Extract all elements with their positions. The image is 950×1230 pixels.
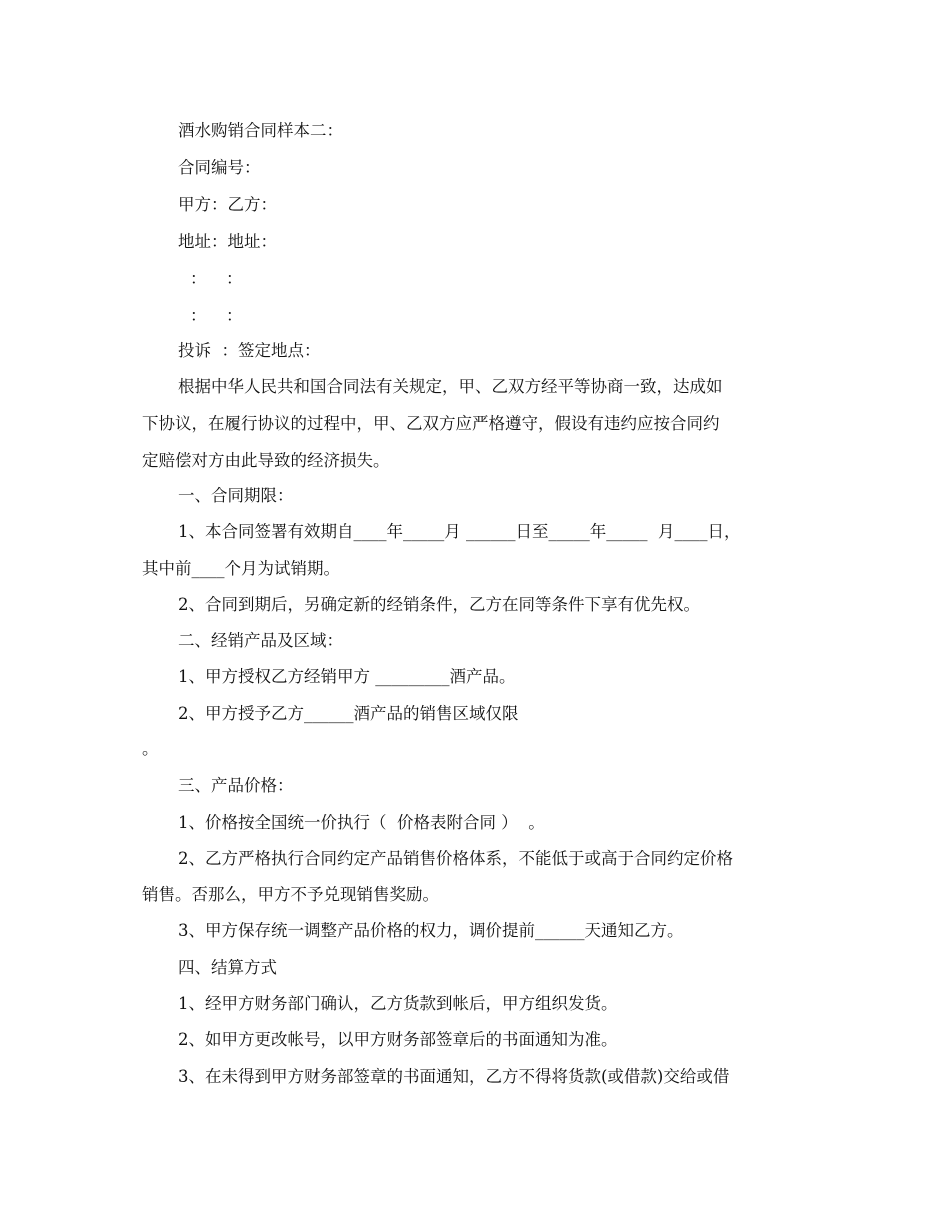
- clause-text: 1、本合同签署有效期自____年_____月 ______日至_____年_____ 月____日，: [178, 522, 741, 541]
- section-heading-settlement: 四、结算方式: [178, 958, 277, 977]
- clause-text: 2、合同到期后，另确定新的经销条件，乙方在同等条件下享有优先权。: [178, 595, 700, 614]
- clause-text: 3、在未得到甲方财务部签章的书面通知，乙方不得将货款(或借款)交给或借: [178, 1067, 730, 1086]
- blank-field-colon: ：: [226, 269, 243, 288]
- clause-end-mark: 。: [142, 739, 159, 758]
- document-title: 酒水购销合同样本二：: [178, 121, 343, 140]
- contract-number-label: 合同编号：: [178, 158, 261, 177]
- preamble-line: 下协议，在履行协议的过程中，甲、乙双方应严格遵守，假设有违约应按合同约: [142, 414, 720, 433]
- clause-text: 2、如甲方更改帐号，以甲方财务部签章后的书面通知为准。: [178, 1030, 618, 1049]
- complaint-signing-place-label: 投诉 ：签定地点：: [178, 341, 321, 360]
- clause-text: 其中前____个月为试销期。: [142, 559, 340, 578]
- section-heading-products: 二、经销产品及区域：: [178, 631, 343, 650]
- section-heading-term: 一、合同期限：: [178, 486, 294, 505]
- parties-label: 甲方：乙方：: [178, 195, 277, 214]
- preamble-line: 定赔偿对方由此导致的经济损失。: [142, 451, 390, 470]
- section-heading-price: 三、产品价格：: [178, 776, 294, 795]
- clause-text: 1、甲方授权乙方经销甲方 _________酒产品。: [178, 667, 516, 686]
- clause-text: 2、乙方严格执行合同约定产品销售价格体系，不能低于或高于合同约定价格: [178, 849, 733, 868]
- clause-text: 1、经甲方财务部门确认，乙方货款到帐后，甲方组织发货。: [178, 994, 618, 1013]
- clause-text: 销售。否那么，甲方不予兑现销售奖励。: [142, 885, 439, 904]
- clause-text: 3、甲方保存统一调整产品价格的权力，调价提前______天通知乙方。: [178, 921, 684, 940]
- blank-field-colon: ：: [190, 306, 207, 325]
- address-label: 地址：地址：: [178, 232, 277, 251]
- blank-field-colon: ：: [190, 269, 207, 288]
- clause-text: 1、价格按全国统一价执行（ 价格表附合同 ） 。: [178, 813, 545, 832]
- preamble-line: 根据中华人民共和国合同法有关规定，甲、乙双方经平等协商一致，达成如: [178, 377, 723, 396]
- clause-text: 2、甲方授予乙方______酒产品的销售区域仅限: [178, 704, 519, 723]
- blank-field-colon: ：: [226, 306, 243, 325]
